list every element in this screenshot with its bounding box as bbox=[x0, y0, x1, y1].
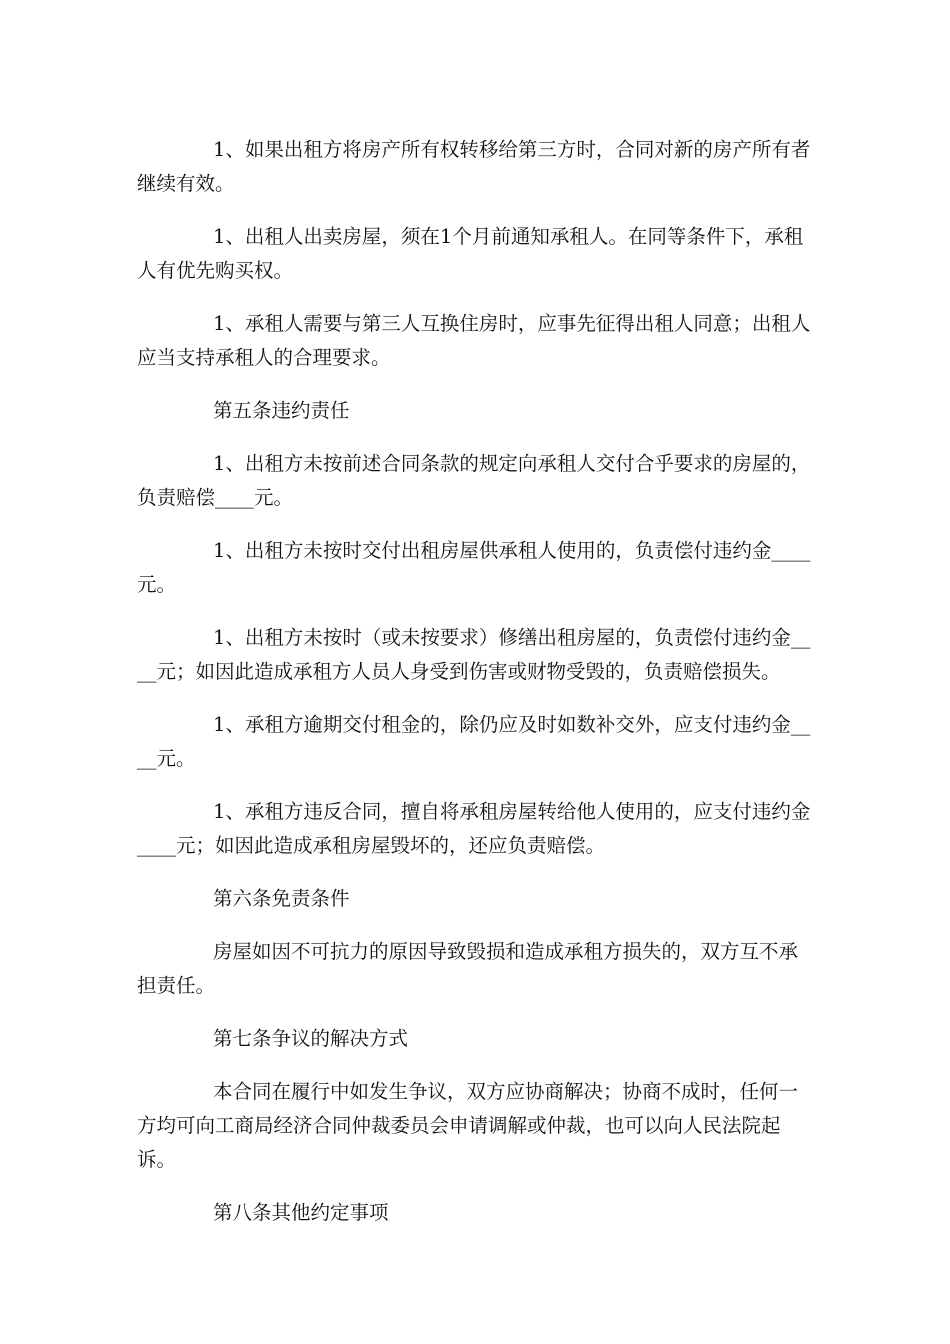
section-heading-dispute: 第七条争议的解决方式 bbox=[213, 1027, 409, 1050]
section-heading-breach: 第五条违约责任 bbox=[213, 399, 350, 422]
clause-breach-late-rent: 1、承租方逾期交付租金的，除仍应及时如数补交外，应支付违约金____元。 bbox=[137, 713, 811, 770]
clause-breach-repair: 1、出租方未按时（或未按要求）修缮出租房屋的，负责偿付违约金____元；如因此造成承租方人员人身受到伤害或财物受毁的，负责赔偿损失。 bbox=[137, 626, 811, 683]
clause-breach-delivery: 1、出租方未按前述合同条款的规定向承租人交付合乎要求的房屋的，负责赔偿____元。 bbox=[137, 452, 811, 509]
clause-breach-sublet: 1、承租方违反合同，擅自将承租房屋转给他人使用的，应支付违约金____元；如因此造成承租房屋毁坏的，还应负责赔偿。 bbox=[137, 800, 811, 857]
clause-force-majeure: 房屋如因不可抗力的原因导致毁损和造成承租方损失的，双方互不承担责任。 bbox=[137, 940, 799, 997]
section-heading-exemption: 第六条免责条件 bbox=[213, 887, 350, 910]
clause-dispute-resolution: 本合同在履行中如发生争议，双方应协商解决；协商不成时，任何一方均可向工商局经济合同仲裁委员会申请调解或仲裁，也可以向人民法院起诉。 bbox=[137, 1080, 799, 1171]
clause-housing-exchange: 1、承租人需要与第三人互换住房时，应事先征得出租人同意；出租人应当支持承租人的合理要求。 bbox=[137, 312, 811, 369]
clause-transfer-ownership: 1、如果出租方将房产所有权转移给第三方时，合同对新的房产所有者继续有效。 bbox=[137, 138, 811, 195]
section-heading-other: 第八条其他约定事项 bbox=[213, 1201, 389, 1224]
clause-sale-notice: 1、出租人出卖房屋，须在1个月前通知承租人。在同等条件下，承租人有优先购买权。 bbox=[137, 225, 804, 282]
clause-breach-late-delivery: 1、出租方未按时交付出租房屋供承租人使用的，负责偿付违约金____元。 bbox=[137, 539, 811, 596]
document-body bbox=[137, 133, 817, 1249]
